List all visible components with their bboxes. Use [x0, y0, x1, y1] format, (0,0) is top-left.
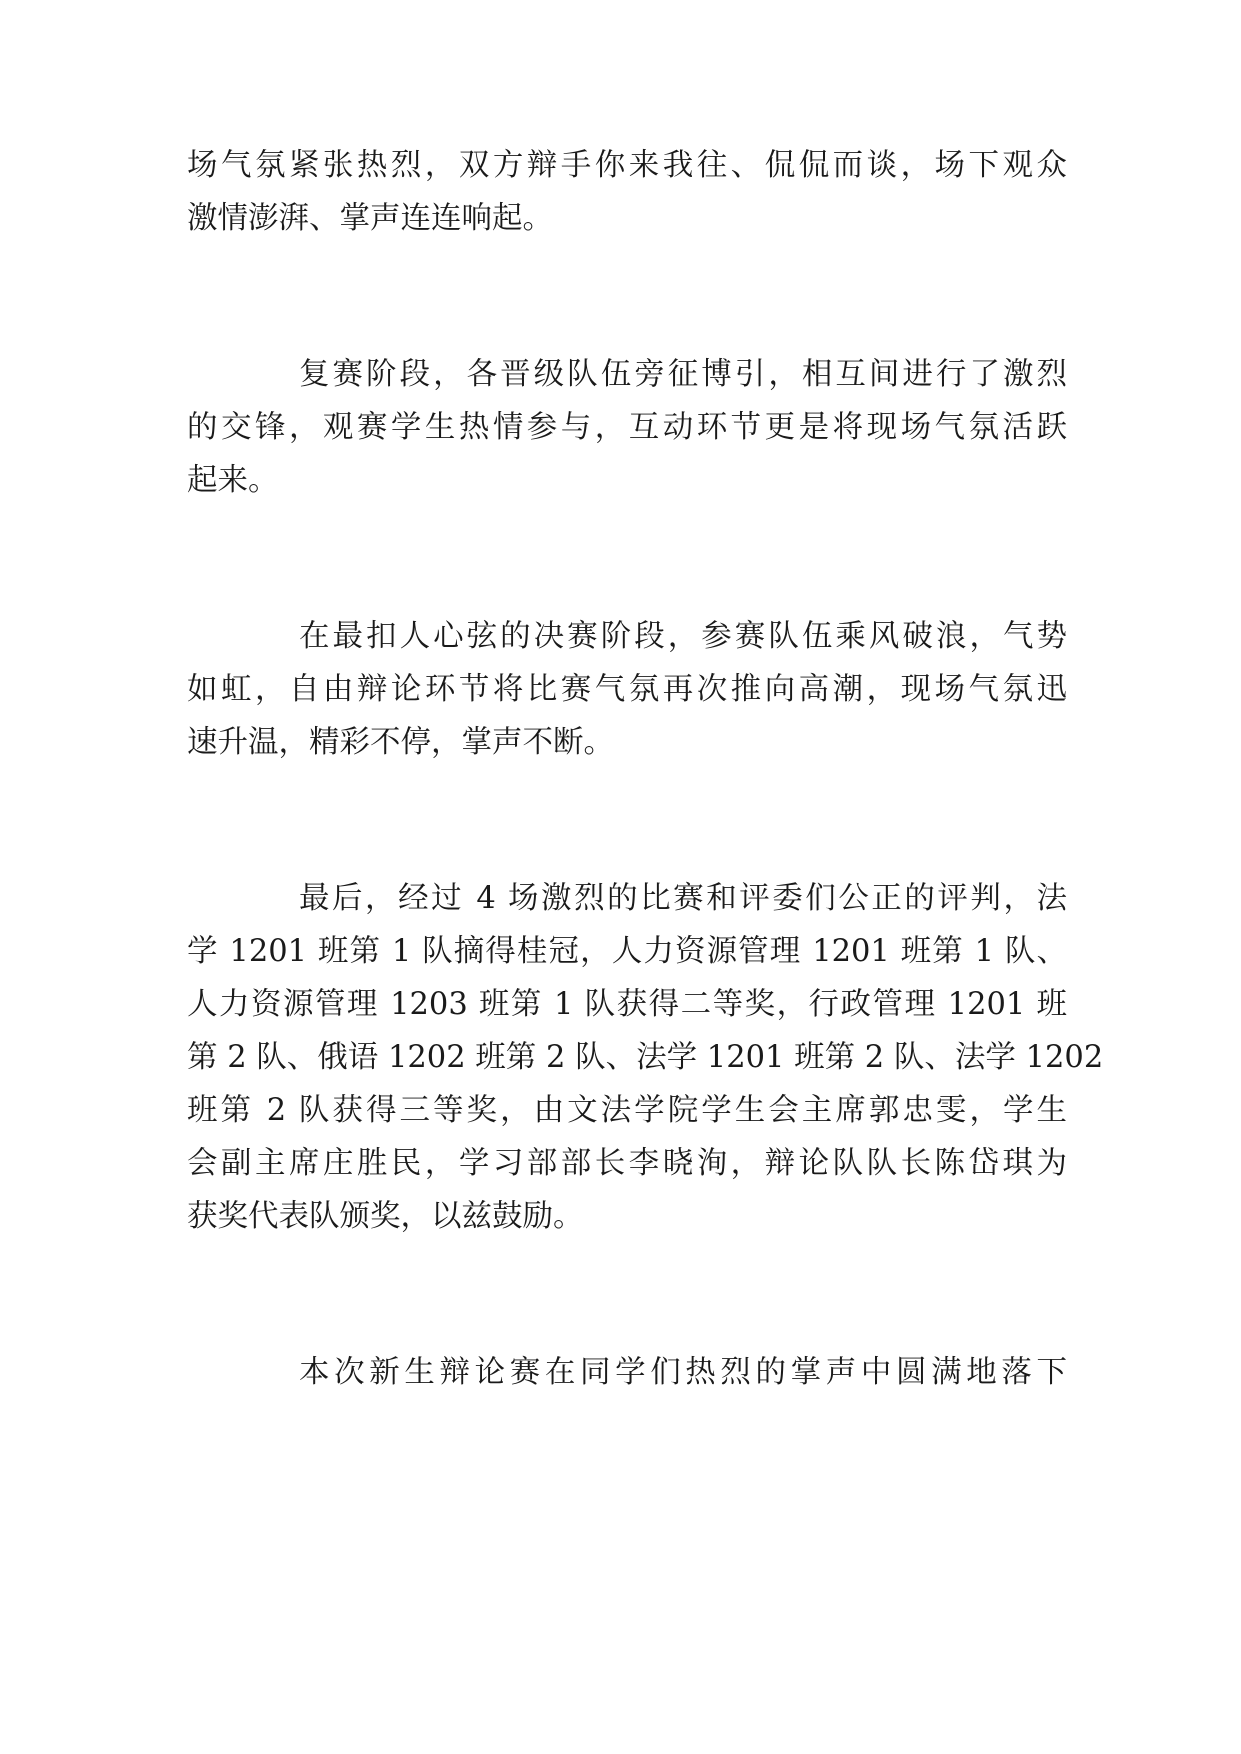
paragraph-2-line-2: 的交锋，观赛学生热情参与，互动环节更是将现场气氛活跃 — [187, 410, 1067, 445]
paragraph-4-line-2: 学 1201 班第 1 队摘得桂冠，人力资源管理 1201 班第 1 队、 — [187, 934, 1067, 969]
paragraph-1-line-1: 场气氛紧张热烈，双方辩手你来我往、侃侃而谈，场下观众 — [187, 148, 1067, 183]
paragraph-4-line-7: 获奖代表队颁奖，以兹鼓励。 — [187, 1199, 584, 1234]
paragraph-3-line-3: 速升温，精彩不停，掌声不断。 — [187, 725, 614, 760]
paragraph-2-line-1: 复赛阶段，各晋级队伍旁征博引，相互间进行了激烈 — [299, 357, 1067, 392]
paragraph-3-line-1: 在最扣人心弦的决赛阶段，参赛队伍乘风破浪，气势 — [299, 619, 1067, 654]
paragraph-4-line-6: 会副主席庄胜民，学习部部长李晓洵，辩论队队长陈岱琪为 — [187, 1146, 1067, 1181]
paragraph-4-line-3: 人力资源管理 1203 班第 1 队获得二等奖，行政管理 1201 班 — [187, 987, 1067, 1022]
paragraph-4-line-1: 最后，经过 4 场激烈的比赛和评委们公正的评判，法 — [299, 881, 1067, 916]
paragraph-4-line-5: 班第 2 队获得三等奖，由文法学院学生会主席郭忠雯，学生 — [187, 1093, 1067, 1128]
paragraph-2-line-3: 起来。 — [187, 463, 279, 498]
paragraph-5-line-1: 本次新生辩论赛在同学们热烈的掌声中圆满地落下 — [299, 1355, 1067, 1390]
paragraph-4-line-4: 第 2 队、俄语 1202 班第 2 队、法学 1201 班第 2 队、法学 1202 — [187, 1040, 1104, 1075]
paragraph-1-line-2: 激情澎湃、掌声连连响起。 — [187, 201, 553, 236]
paragraph-3-line-2: 如虹，自由辩论环节将比赛气氛再次推向高潮，现场气氛迅 — [187, 672, 1067, 707]
